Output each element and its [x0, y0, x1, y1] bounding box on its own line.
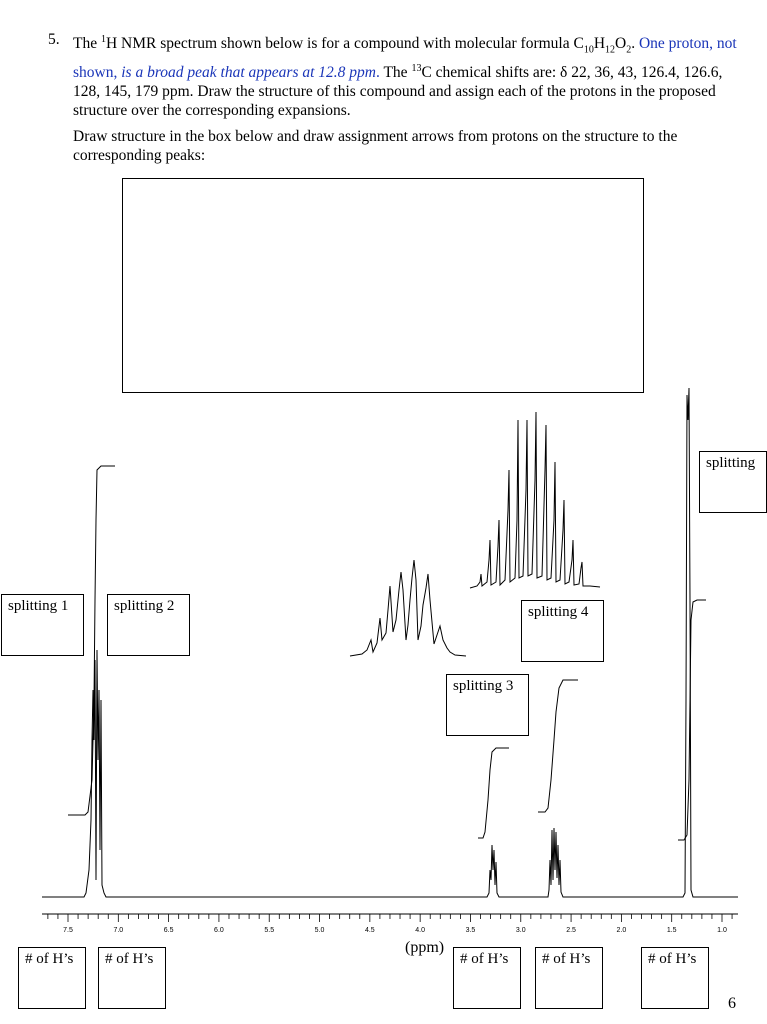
broad-peak-note: One proton, not shown, [73, 35, 737, 82]
formula-h-label: H [593, 35, 606, 53]
axis-tick-label: 5.5 [264, 927, 275, 934]
axis-unit-label: (ppm) [405, 939, 445, 956]
splitting-2-label: splitting 2 [114, 598, 175, 614]
count-box-1[interactable] [18, 947, 86, 1009]
splitting-1-label: splitting 1 [8, 598, 69, 614]
count-box-4[interactable] [535, 947, 603, 1009]
count-label-5: # of H’s [648, 951, 697, 967]
count-label-4: # of H’s [542, 951, 591, 967]
axis-tick-label: 1.5 [666, 927, 677, 934]
question-number: 5. [48, 31, 60, 48]
c13-sup: 13 [411, 63, 422, 75]
c13-intro: The [379, 64, 412, 82]
formula-o-count: 2 [626, 44, 632, 56]
expansion-multiplet-3 [350, 560, 466, 656]
integral-ch3 [678, 600, 706, 840]
q-text-b: H NMR spectrum shown below is for a compound with molecular formula C [105, 35, 584, 53]
axis-tick-label: 1.0 [717, 927, 727, 934]
splitting-2-box[interactable] [107, 594, 190, 656]
q-text-a: The [73, 35, 101, 53]
axis-tick-label: 2.5 [566, 927, 576, 934]
count-label-1: # of H’s [25, 951, 74, 967]
axis-tick-label: 2.0 [616, 927, 627, 934]
axis-tick-label: 4.5 [364, 927, 375, 934]
axis-tick-label: 3.0 [515, 927, 526, 934]
integral-ch [478, 748, 509, 838]
splitting-3-label: splitting 3 [453, 678, 514, 694]
page-number: 6 [728, 995, 736, 1012]
count-box-5[interactable] [641, 947, 709, 1009]
q-text-c: . [631, 35, 639, 53]
axis-tick-label: 3.5 [465, 927, 476, 934]
q-sup-1: 1 [100, 34, 106, 45]
c13-shifts: C chemical shifts are: δ 22, 36, 43, 126.4, 126.6, 128, 145, 179 ppm. Draw the structure of this compound and assign each of the protons in the proposed structure over the corresponding expansions. [73, 64, 723, 120]
formula-h-count: 12 [605, 44, 616, 56]
instruction-text: Draw structure in the box below and draw assignment arrows from protons on the structure to the corresponding peaks: [73, 128, 678, 164]
count-box-2[interactable] [98, 947, 166, 1009]
splitting-1-box[interactable] [1, 594, 84, 656]
count-label-3: # of H’s [460, 951, 509, 967]
axis-tick-label: 5.0 [314, 927, 325, 934]
splitting-5-box[interactable] [699, 451, 767, 513]
axis-tick-labels [63, 927, 727, 934]
axis-tick-label: 6.5 [163, 927, 174, 934]
formula-o-label: O [615, 35, 627, 53]
broad-peak-italic: is a broad peak that appears at 12.8 ppm [121, 64, 376, 82]
integral-ch2 [538, 680, 578, 812]
broad-peak-dot: . [375, 64, 380, 82]
count-label-2: # of H’s [105, 951, 154, 967]
count-box-3[interactable] [453, 947, 521, 1009]
splitting-3-box[interactable] [446, 674, 529, 736]
axis-tick-label: 7.0 [113, 927, 124, 934]
splitting-4-box[interactable] [521, 600, 604, 662]
axis-ticks [48, 914, 732, 922]
axis-tick-label: 4.0 [415, 927, 426, 934]
expansion-multiplet-4 [470, 412, 600, 588]
axis-tick-label: 7.5 [63, 927, 73, 934]
splitting-5-label: splitting [706, 455, 756, 471]
formula-c-count: 10 [583, 44, 594, 56]
splitting-4-label: splitting 4 [528, 604, 589, 620]
axis-tick-label: 6.0 [214, 927, 224, 934]
